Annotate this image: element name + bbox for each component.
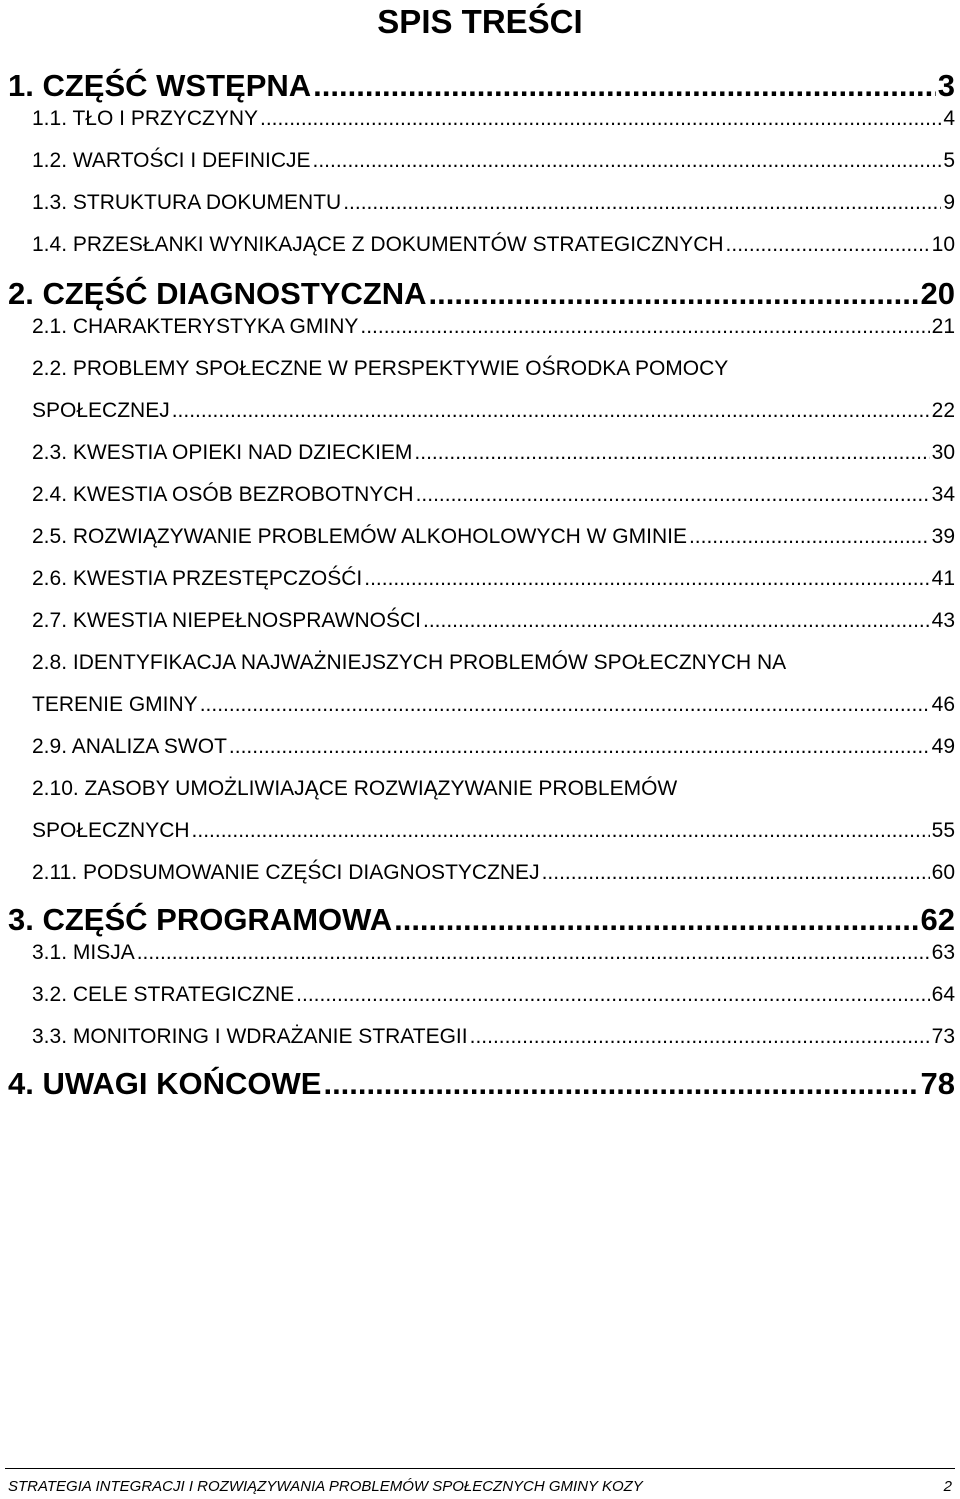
dot-leader <box>726 230 930 260</box>
page-footer <box>8 1476 952 1498</box>
toc-entry-3-1[interactable] <box>32 938 955 968</box>
dot-leader <box>313 146 942 176</box>
dot-leader <box>313 66 936 106</box>
toc-entry-page: 34 <box>931 483 955 506</box>
dot-leader <box>364 564 929 594</box>
toc-entry-label: 3.2. CELE STRATEGICZNE <box>32 983 295 1006</box>
dot-leader <box>229 732 930 762</box>
toc-entry-page: 62 <box>920 902 955 937</box>
toc-entry-4[interactable] <box>8 1064 955 1104</box>
toc-entry-label: 2. CZĘŚĆ DIAGNOSTYCZNA <box>8 276 427 311</box>
toc-entry-page: 63 <box>931 941 955 964</box>
dot-leader <box>542 858 930 888</box>
toc-entry-2-2-continued[interactable] <box>32 396 955 426</box>
dot-leader <box>360 312 929 342</box>
toc-entry-2-5[interactable] <box>32 522 955 552</box>
toc-entry-page: 9 <box>943 191 955 214</box>
dot-leader <box>343 188 941 218</box>
toc-entry-page: 4 <box>943 107 955 130</box>
toc-entry-label: 1.2. WARTOŚCI I DEFINICJE <box>32 149 311 172</box>
dot-leader <box>260 104 941 134</box>
toc-entry-label: 3.1. MISJA <box>32 941 135 964</box>
toc-entry-label: 3.3. MONITORING I WDRAŻANIE STRATEGII <box>32 1025 468 1048</box>
toc-entry-label: 4. UWAGI KOŃCOWE <box>8 1066 322 1101</box>
toc-entry-3[interactable] <box>8 900 955 940</box>
toc-entry-page: 5 <box>943 149 955 172</box>
toc-entry-page: 20 <box>920 276 955 311</box>
toc-entry-label: 2.2. PROBLEMY SPOŁECZNE W PERSPEKTYWIE OŚRODKA POMOCY <box>32 357 729 380</box>
dot-leader <box>470 1022 930 1052</box>
toc-entry-label: SPOŁECZNYCH <box>32 819 190 842</box>
page-title: SPIS TREŚCI <box>377 3 583 40</box>
toc-entry-label: 1.4. PRZESŁANKI WYNIKAJĄCE Z DOKUMENTÓW STRATEGICZNYCH <box>32 233 724 256</box>
toc-entry-1-2[interactable] <box>32 146 955 176</box>
toc-entry-3-3[interactable] <box>32 1022 955 1052</box>
toc-entry-2-4[interactable] <box>32 480 955 510</box>
toc-entry-label: 2.11. PODSUMOWANIE CZĘŚCI DIAGNOSTYCZNEJ <box>32 861 540 884</box>
toc-entry-1-1[interactable] <box>32 104 955 134</box>
toc-entry-label: 2.10. ZASOBY UMOŻLIWIAJĄCE ROZWIĄZYWANIE PROBLEMÓW <box>32 777 678 800</box>
toc-entry-page: 43 <box>931 609 955 632</box>
toc-entry-page: 46 <box>931 693 955 716</box>
toc-entry-label: 2.1. CHARAKTERYSTYKA GMINY <box>32 315 359 338</box>
toc-entry-label: SPOŁECZNEJ <box>32 399 170 422</box>
toc-entry-page: 55 <box>931 819 955 842</box>
toc-entry-2-2[interactable] <box>32 354 955 384</box>
dot-leader <box>394 900 918 940</box>
toc-entry-label: 3. CZĘŚĆ PROGRAMOWA <box>8 902 393 937</box>
dot-leader <box>296 980 929 1010</box>
toc-entry-page: 49 <box>931 735 955 758</box>
toc-entry-2-9[interactable] <box>32 732 955 762</box>
toc-entry-label: 1.3. STRUKTURA DOKUMENTU <box>32 191 342 214</box>
toc-entry-page: 22 <box>931 399 955 422</box>
dot-leader <box>200 690 930 720</box>
toc-entry-2-8-continued[interactable] <box>32 690 955 720</box>
toc-entry-2-11[interactable] <box>32 858 955 888</box>
toc-entry-page: 39 <box>931 525 955 548</box>
toc-entry-label: 2.4. KWESTIA OSÓB BEZROBOTNYCH <box>32 483 414 506</box>
toc-entry-page: 3 <box>937 68 955 103</box>
toc-entry-2-8[interactable] <box>32 648 955 678</box>
toc-entry-2-6[interactable] <box>32 564 955 594</box>
dot-leader <box>323 1064 918 1104</box>
toc-entry-1-4[interactable] <box>32 230 955 260</box>
footer-page-number: 2 <box>943 1478 952 1495</box>
toc-entry-page: 60 <box>931 861 955 884</box>
toc-entry-2-3[interactable] <box>32 438 955 468</box>
toc-entry-page: 10 <box>931 233 955 256</box>
dot-leader <box>414 438 929 468</box>
toc-entry-label: 2.5. ROZWIĄZYWANIE PROBLEMÓW ALKOHOLOWYCH W GMINIE <box>32 525 687 548</box>
toc-entry-page: 21 <box>931 315 955 338</box>
dot-leader <box>137 938 930 968</box>
toc-entry-2[interactable] <box>8 274 955 314</box>
toc-entry-label: TERENIE GMINY <box>32 693 198 716</box>
toc-entry-label: 1. CZĘŚĆ WSTĘPNA <box>8 68 312 103</box>
toc-entry-label: 2.8. IDENTYFIKACJA NAJWAŻNIEJSZYCH PROBLEMÓW SPOŁECZNYCH NA <box>32 651 787 674</box>
toc-entry-2-10[interactable] <box>32 774 955 804</box>
toc-entry-1-3[interactable] <box>32 188 955 218</box>
toc-entry-1[interactable] <box>8 66 955 106</box>
dot-leader <box>689 522 930 552</box>
toc-entry-page: 73 <box>931 1025 955 1048</box>
toc-entry-2-1[interactable] <box>32 312 955 342</box>
toc-entry-page: 30 <box>931 441 955 464</box>
toc-entry-label: 1.1. TŁO I PRZYCZYNY <box>32 107 259 130</box>
toc-entry-page: 64 <box>931 983 955 1006</box>
dot-leader <box>423 606 930 636</box>
dot-leader <box>172 396 930 426</box>
dot-leader <box>192 816 930 846</box>
dot-leader <box>429 274 919 314</box>
dot-leader <box>416 480 930 510</box>
toc-entry-page: 41 <box>931 567 955 590</box>
footer-divider <box>5 1468 955 1469</box>
toc-entry-2-10-continued[interactable] <box>32 816 955 846</box>
toc-entry-3-2[interactable] <box>32 980 955 1010</box>
toc-entry-label: 2.9. ANALIZA SWOT <box>32 735 227 758</box>
toc-entry-label: 2.6. KWESTIA PRZESTĘPCZOŚĆI <box>32 567 363 590</box>
toc-entry-page: 78 <box>920 1066 955 1101</box>
toc-entry-label: 2.7. KWESTIA NIEPEŁNOSPRAWNOŚCI <box>32 609 421 632</box>
footer-document-title: STRATEGIA INTEGRACJI I ROZWIĄZYWANIA PROBLEMÓW SPOŁECZNYCH GMINY KOZY <box>8 1478 643 1495</box>
toc-entry-label: 2.3. KWESTIA OPIEKI NAD DZIECKIEM <box>32 441 413 464</box>
toc-entry-2-7[interactable] <box>32 606 955 636</box>
